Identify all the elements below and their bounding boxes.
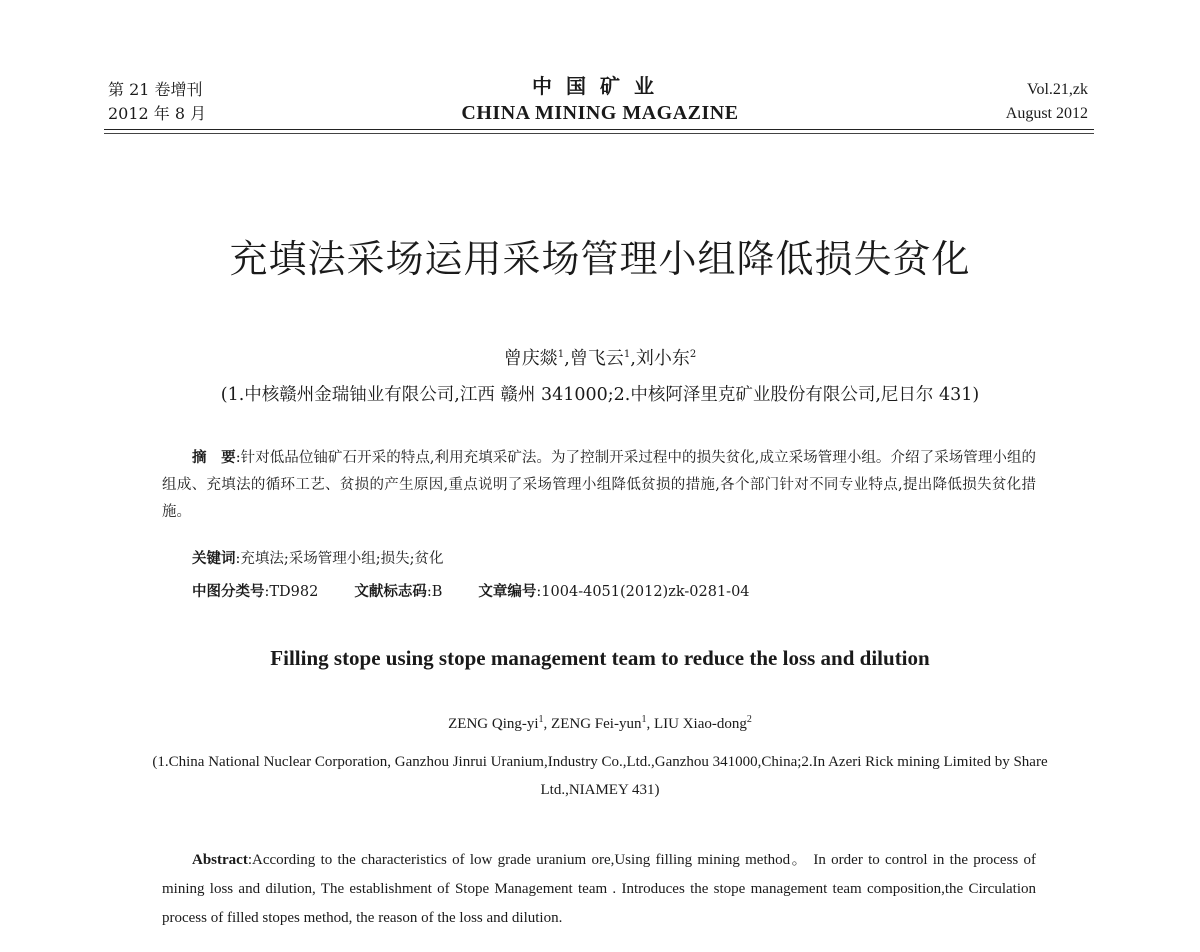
abstract-cn <box>162 445 1036 526</box>
authors-en: ZENG Qing-$yi^1$, ZENG Fei-yun$^1$, LIU Xiao-dong$^2$ <box>448 714 752 732</box>
author-en: ZENG Qing-yi <box>448 716 539 732</box>
title-cn: 充填法采场运用采场管理小组降低损失贫化 <box>229 237 971 281</box>
clc-value: :TD982 <box>264 584 319 600</box>
keywords-cn-label: 关键词 <box>192 551 236 567</box>
article-no-value: :1004-4051(2012)zk-0281-04 <box>536 584 750 600</box>
affiliation-en: (1.China National Nuclear Corporation, Ganzhou Jinrui Uranium,Industry Co.,Ltd.,Ganzhou 341000,China;2.In Azeri Rick mining Limited by Share Ltd.,NIAMEY 431) <box>152 754 1048 798</box>
abstract-en <box>162 846 1036 933</box>
keywords-cn-text: :充填法;采场管理小组;损失;贫化 <box>235 551 444 567</box>
author-en: ZENG Fei-yun <box>551 716 642 732</box>
journal-name-cn: 中国矿业 <box>532 74 668 98</box>
abstract-en-label: Abstract <box>192 852 248 868</box>
date-en: August 2012 <box>1005 105 1088 122</box>
affiliation-cn: (1.中核赣州金瑞铀业有限公司,江西 赣州 341000;2.中核阿泽里克矿业股份有限公司,尼日尔 431) <box>220 385 980 405</box>
author-cn: 曾庆燚 <box>503 348 558 369</box>
doc-code-value: :B <box>426 584 443 600</box>
header-rule <box>104 129 1094 130</box>
author-affil-mark: 1 <box>557 349 565 360</box>
author-affil-mark: 1 <box>623 349 631 360</box>
date-cn: 2012 年 8 月 <box>108 104 207 123</box>
author-en: LIU Xiao-dong <box>653 716 747 732</box>
doc-code-label: 文献标志码 <box>354 584 427 600</box>
volume-en: Vol.21,zk <box>1026 81 1088 98</box>
author-affil-mark: 2 <box>689 349 697 360</box>
author-affil-mark: 1 <box>641 714 647 725</box>
author-cn: 曾飞云 <box>569 348 624 369</box>
title-en: Filling stope using stope management team to reduce the loss and dilution <box>270 646 930 670</box>
author-cn: 刘小东 <box>635 348 690 369</box>
volume-cn: 第 21 卷增刊 <box>108 80 203 99</box>
abstract-cn-label: 摘 要 <box>192 450 236 466</box>
author-affil-mark: 2 <box>746 714 752 725</box>
authors-cn: 曾庆燚$^1$,曾飞云$^1$,刘小东$^2$ <box>503 348 697 369</box>
clc-label: 中图分类号 <box>192 584 265 600</box>
abstract-cn-text: :针对低品位铀矿石开采的特点,利用充填采矿法。为了控制开采过程中的损失贫化,成立采场管理小组。介绍了采场管理小组的组成、充填法的循环工艺、贫损的产生原因,重点说明了采场管理小组降低贫损的措施,各个部门针对不同专业特点,提出降低损失贫化措施。 <box>162 450 1037 520</box>
article-no-label: 文章编号 <box>478 584 537 600</box>
journal-name-en: CHINA MINING MAGAZINE <box>461 102 739 124</box>
header-rule-thin <box>104 133 1094 134</box>
author-affil-mark: 1 <box>538 714 544 725</box>
abstract-en-text: :According to the characteristics of low grade uranium ore,Using filling mining method。 In order to control in the process of mining loss and dilution, The establishment of Stope Management team . Introduces the stope management team composition,the Circulation process of filled stopes method, the reason of the loss and dilution. <box>162 852 1036 926</box>
keywords-cn <box>162 546 1036 573</box>
classification-line <box>162 579 1036 606</box>
header-right <box>1006 78 1088 126</box>
